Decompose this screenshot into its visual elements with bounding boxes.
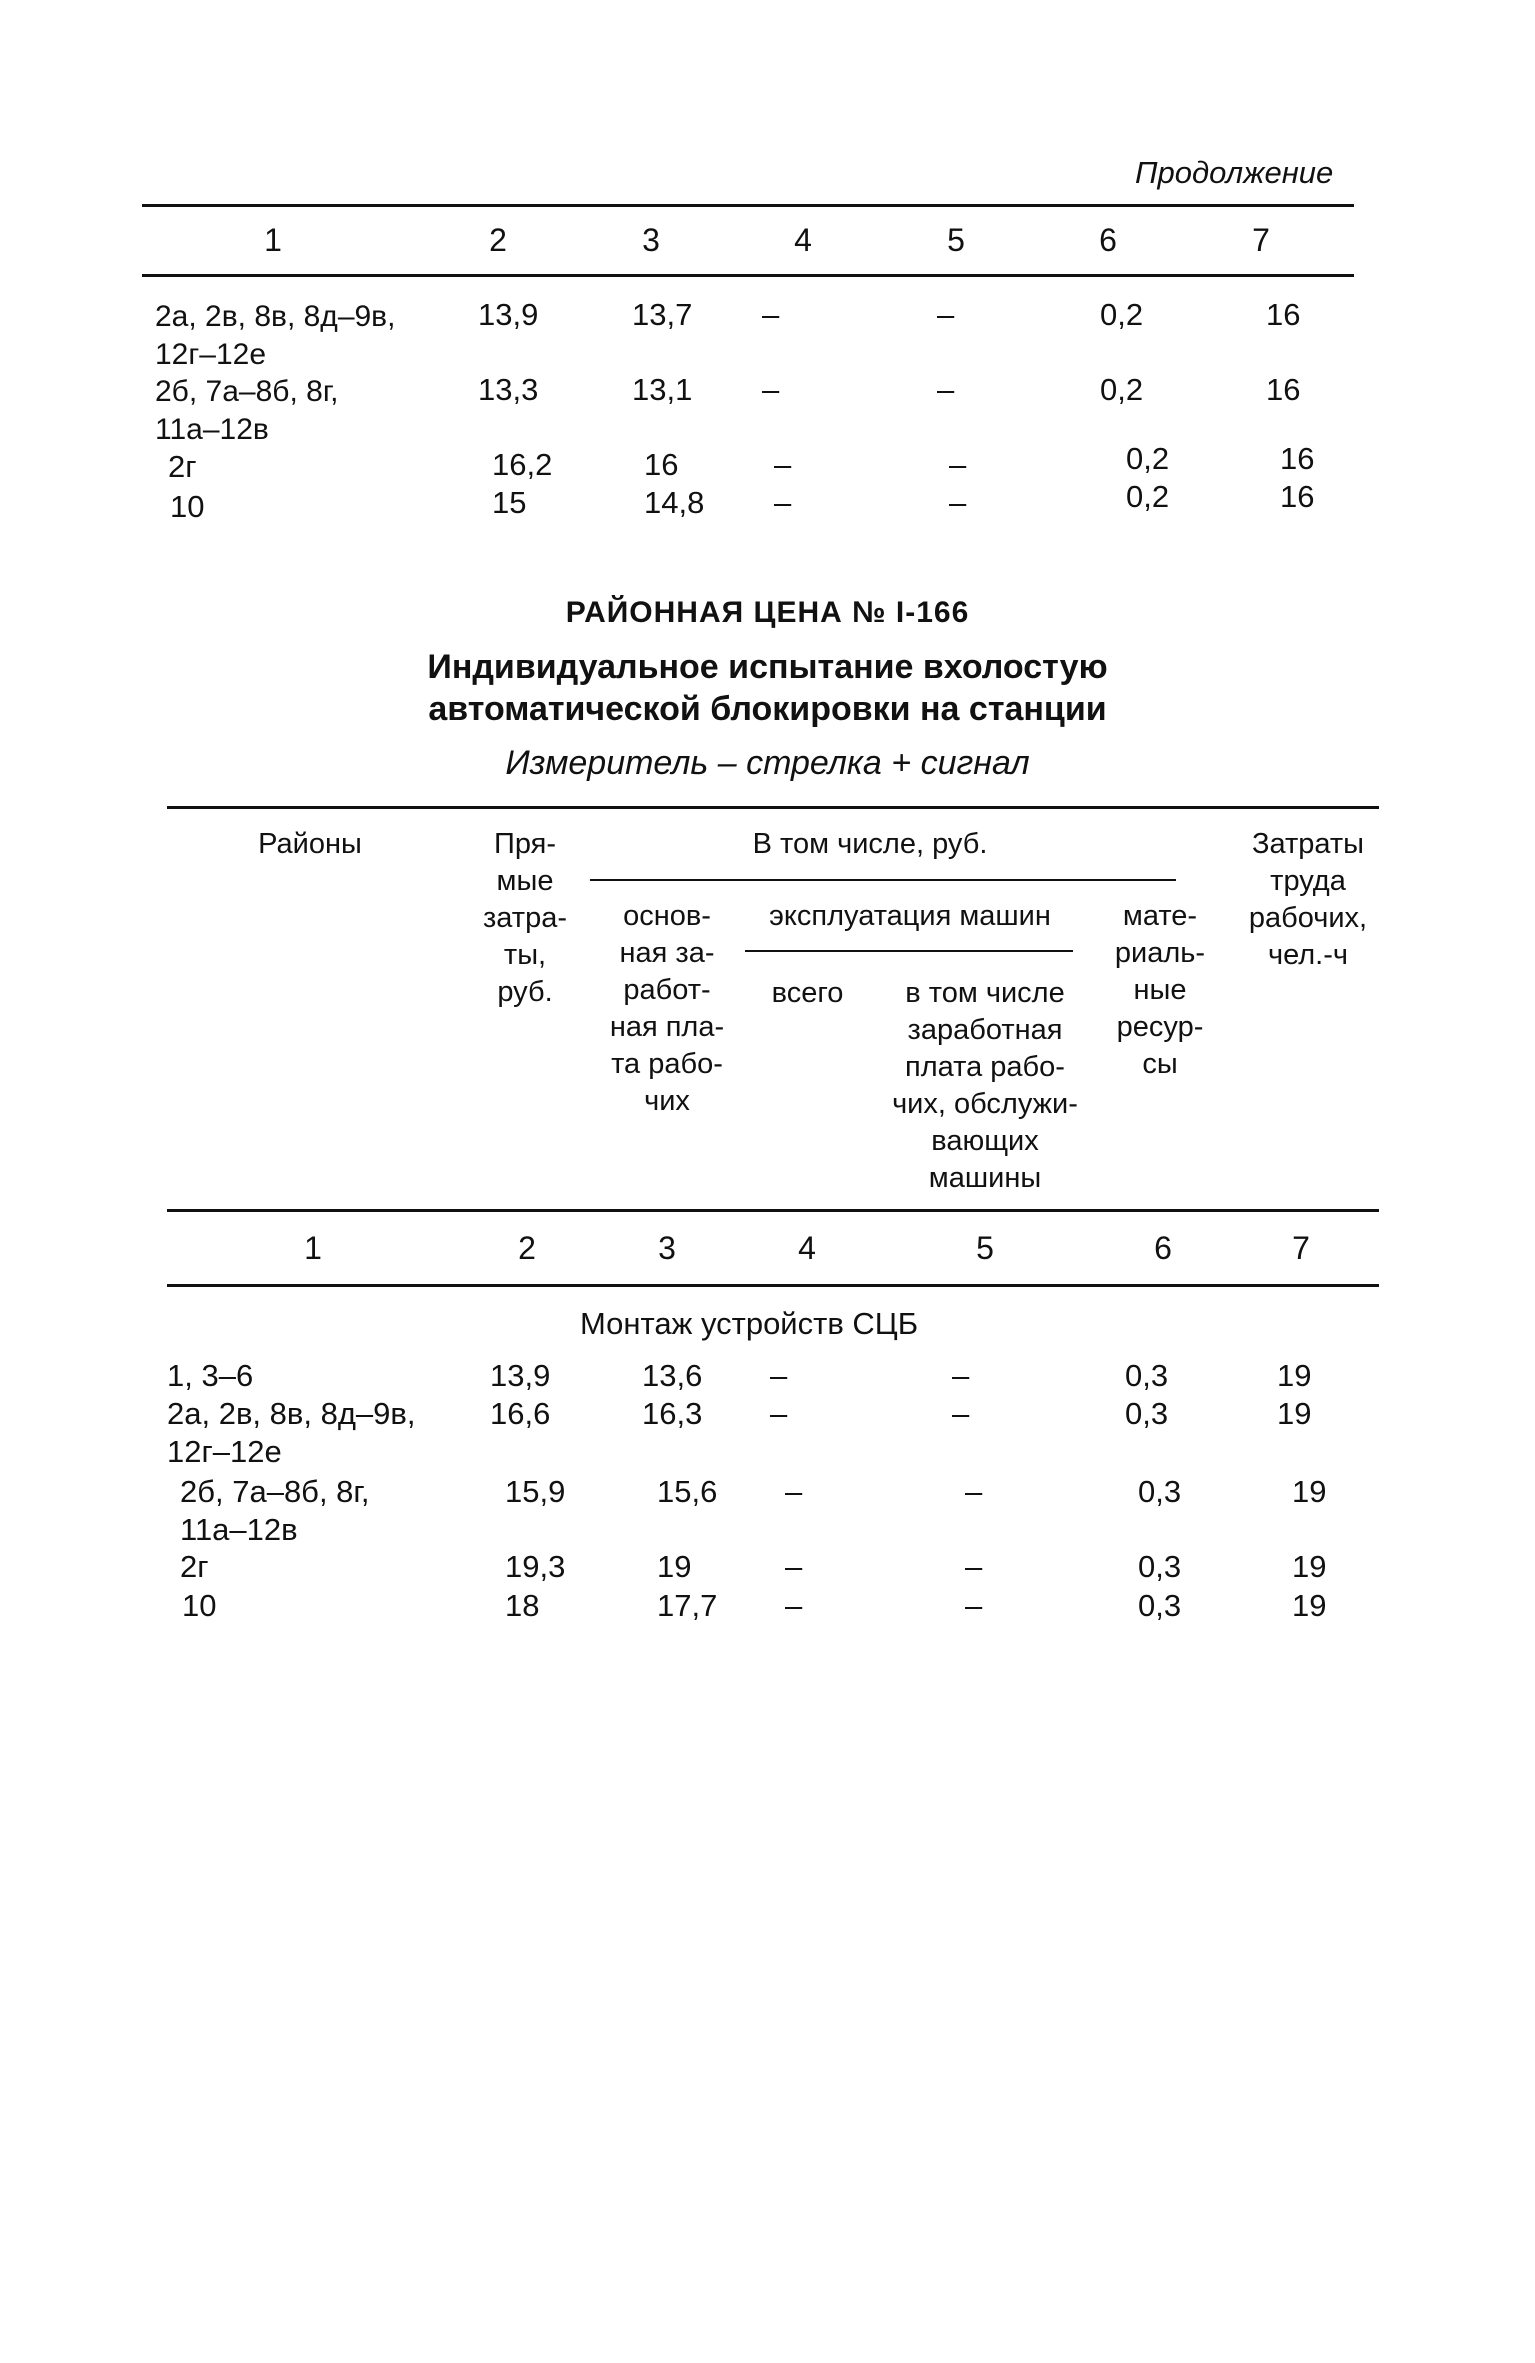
value-cell: 0,2 [1126, 441, 1170, 476]
value-cell: – [952, 1396, 970, 1431]
continuation-label: Продолжение [1135, 155, 1334, 190]
value-cell: 15,6 [657, 1474, 718, 1509]
value-cell: – [949, 447, 967, 482]
header-materials: мате- риаль- ные ресур- сы [1114, 900, 1206, 1080]
including-underline [590, 879, 1176, 881]
region-cell: 2г [180, 1549, 209, 1584]
value-cell: 14,8 [644, 485, 705, 520]
group-title: Монтаж устройств СЦБ [580, 1306, 919, 1341]
value-cell: 16 [1266, 297, 1301, 332]
value-cell: 0,3 [1138, 1588, 1182, 1623]
table2-colnum: 5 [976, 1230, 994, 1266]
table1-top-rule [142, 204, 1354, 207]
value-cell: – [762, 372, 780, 407]
value-cell: 0,3 [1138, 1474, 1182, 1509]
value-cell: 0,2 [1126, 479, 1170, 514]
value-cell: 15,9 [505, 1474, 566, 1509]
value-cell: – [770, 1396, 788, 1431]
value-cell: 19 [1277, 1396, 1312, 1431]
region-cell: 2а, 2в, 8в, 8д–9в, 12г–12е [167, 1396, 416, 1469]
table2-colnum: 4 [798, 1230, 816, 1266]
value-cell: – [770, 1358, 788, 1393]
measure-unit: Измеритель – стрелка + сигнал [505, 744, 1030, 782]
value-cell: 13,9 [490, 1358, 551, 1393]
header-machine-ops: эксплуатация машин [769, 900, 1051, 932]
value-cell: 13,6 [642, 1358, 703, 1393]
table1-colnum: 7 [1252, 222, 1270, 258]
value-cell: 16 [644, 447, 679, 482]
value-cell: 0,3 [1138, 1549, 1182, 1584]
value-cell: 16,6 [490, 1396, 551, 1431]
table1-colnum: 1 [264, 222, 282, 258]
value-cell: 13,3 [478, 372, 539, 407]
value-cell: – [952, 1358, 970, 1393]
table2-colnum: 1 [304, 1230, 322, 1266]
table2-header-rule [167, 1209, 1379, 1212]
value-cell: 19 [1292, 1549, 1327, 1584]
table2-colnum: 7 [1292, 1230, 1310, 1266]
value-cell: 15 [492, 485, 527, 520]
value-cell: – [965, 1474, 983, 1509]
value-cell: – [965, 1549, 983, 1584]
value-cell: 19 [1292, 1588, 1327, 1623]
value-cell: 13,1 [632, 372, 693, 407]
table2-colnum: 3 [658, 1230, 676, 1266]
value-cell: 0,2 [1100, 297, 1144, 332]
table1-header-rule [142, 274, 1354, 277]
value-cell: – [785, 1474, 803, 1509]
value-cell: – [774, 485, 792, 520]
value-cell: 13,7 [632, 297, 693, 332]
value-cell: – [937, 372, 955, 407]
value-cell: 16,2 [492, 447, 553, 482]
header-incl-wage: в том числе заработная плата рабо- чих, обслужи- вающих машины [892, 977, 1078, 1194]
value-cell: 13,9 [478, 297, 539, 332]
value-cell: 19,3 [505, 1549, 566, 1584]
header-total: всего [771, 977, 844, 1009]
value-cell: 16,3 [642, 1396, 703, 1431]
table2-colnum: 6 [1154, 1230, 1172, 1266]
header-including: В том числе, руб. [752, 828, 988, 860]
table2-colnum-rule [167, 1284, 1379, 1287]
value-cell: 19 [1277, 1358, 1312, 1393]
value-cell: 19 [657, 1549, 692, 1584]
region-cell: 2г [168, 449, 197, 484]
value-cell: 0,3 [1125, 1358, 1169, 1393]
machine-ops-underline [745, 950, 1073, 952]
value-cell: – [965, 1588, 983, 1623]
section-heading-line2: автоматической блокировки на станции [428, 690, 1107, 728]
value-cell: – [949, 485, 967, 520]
table2-top-rule [167, 806, 1379, 809]
region-cell: 10 [182, 1588, 217, 1623]
value-cell: 16 [1280, 441, 1315, 476]
table1-colnum: 5 [947, 222, 965, 258]
region-cell: 2а, 2в, 8в, 8д–9в, 12г–12е [155, 300, 396, 371]
header-regions: Районы [258, 828, 362, 860]
value-cell: – [762, 297, 780, 332]
value-cell: 0,2 [1100, 372, 1144, 407]
section-heading-line1: Индивидуальное испытание вхолостую [427, 648, 1108, 686]
table2-colnum: 2 [518, 1230, 536, 1266]
region-cell: 1, 3–6 [167, 1358, 254, 1393]
value-cell: 17,7 [657, 1588, 718, 1623]
value-cell: – [774, 447, 792, 482]
value-cell: – [785, 1588, 803, 1623]
header-base-wage: основ- ная за- работ- ная пла- та рабо- чих [609, 900, 725, 1117]
region-cell: 2б, 7а–8б, 8г, 11а–12в [180, 1474, 370, 1547]
table1-colnum: 3 [642, 222, 660, 258]
region-cell: 2б, 7а–8б, 8г, 11а–12в [155, 375, 339, 446]
value-cell: 18 [505, 1588, 540, 1623]
table1-colnum: 2 [489, 222, 507, 258]
table1-colnum: 4 [794, 222, 812, 258]
value-cell: 16 [1280, 479, 1315, 514]
value-cell: – [785, 1549, 803, 1584]
value-cell: 19 [1292, 1474, 1327, 1509]
value-cell: 16 [1266, 372, 1301, 407]
value-cell: 0,3 [1125, 1396, 1169, 1431]
header-labor: Затраты труда рабочих, чел.-ч [1248, 828, 1368, 971]
region-cell: 10 [170, 489, 205, 524]
price-title: РАЙОННАЯ ЦЕНА № I-166 [565, 596, 970, 629]
header-direct-costs: Пря- мые затра- ты, руб. [483, 828, 567, 1008]
table1-colnum: 6 [1099, 222, 1117, 258]
value-cell: – [937, 297, 955, 332]
